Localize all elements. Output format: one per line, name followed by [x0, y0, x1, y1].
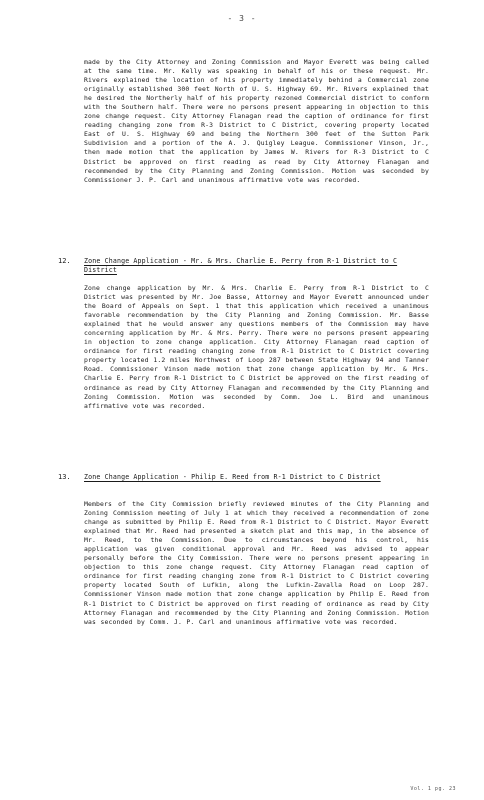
continuation-paragraph: made by the City Attorney and Zoning Commission and Mayor Everett was being called at the same time. Mr. Kelly was speaking in behalf of his or these request. Mr. Rivers explained the location of his property immediately behind a Commercial zone originally established 300 feet North of U. S. Highway 69. Mr. Rivers explained that he desired the Northerly half of his property rezoned Commercial district to conform with the Southern half. There were no persons present appearing in objection to this zone change request. City Attorney Flanagan read the caption of ordinance for first reading changing zone from R-3 District to C District, covering property located East of U. S. Highway 69 and being the Northern 300 feet of the Sutton Park Subdivision and a portion of the A. J. Quigley League. Commissioner Vinson, Jr., then made motion that the application by James W. Rivers for R-3 District to C District be approved on first reading as read by City Attorney Flanagan and recommended by the City Planning and Zoning Commission. Motion was seconded by Commissioner J. P. Carl and unanimous affirmative vote was recorded. — [84, 58, 429, 184]
item-body-12: Zone change application by Mr. & Mrs. Charlie E. Perry from R-1 District to C District was presented by Mr. Joe Basse, Attorney and Mayor Everett announced under the Board of Appeals on Sept. 1 that this application which received a unanimous favorable recommendation by the City Planning and Zoning Commission. Mr. Basse explained that he would answer any questions members of the Commission may have concerning application by Mr. & Mrs. Perry. There were no persons present appearing in objection to zone change application. City Attorney Flanagan read caption of ordinance for first reading changing zone from R-1 District to C District covering property located 1.2 miles Northwest of Loop 287 between State Highway 94 and Tanner Road. Commissioner Vinson made motion that zone change application by Mr. & Mrs. Charlie E. Perry from R-1 District to C District be approved on the first reading of ordinance as read by City Attorney Flanagan and recommended by the City Planning and Zoning Commission. Motion was seconded by Comm. Joe L. Bird and unanimous affirmative vote was recorded. — [84, 284, 429, 410]
item-heading-13-text: Zone Change Application - Philip E. Reed from R-1 District to C District — [84, 473, 381, 481]
footer-mark: Vol. 1 pg. 23 — [410, 786, 456, 792]
item-body-13: Members of the City Commission briefly reviewed minutes of the City Planning and Zoning Commission meeting of July 1 at which they received a recommendation of zone change as submitted by Philip E. Reed from R-1 District to C District. Mayor Everett explained that Mr. Reed had presented a sketch plat and this map, in the absence of Mr. Reed, to the Commission. Due to circumstances beyond his control, his application was given conditional approval and Mr. Reed was advised to appear personally before the City Commission. There were no persons present appearing in objection to this zone change request. City Attorney Flanagan read caption of ordinance for first reading changing zone from R-1 District to C District covering property located South of Lufkin, along the Lufkin-Zavalla Road on Loop 287. Commissioner Vinson made motion that zone change application by Philip E. Reed from R-1 District to C District be approved on first reading of ordinance as read by City Attorney Flanagan and recommended by the City Planning and Zoning Commission. Motion was seconded by Comm. J. P. Carl and unanimous affirmative vote was recorded. — [84, 500, 429, 626]
item-heading-12-text: Zone Change Application - Mr. & Mrs. Charlie E. Perry from R-1 District to C District — [84, 257, 398, 274]
item-heading-12 — [84, 257, 429, 275]
item-number-12: 12. — [58, 257, 71, 265]
item-heading-13 — [84, 473, 429, 482]
page-number: - 3 - — [227, 14, 257, 23]
item-number-13: 13. — [58, 473, 71, 481]
